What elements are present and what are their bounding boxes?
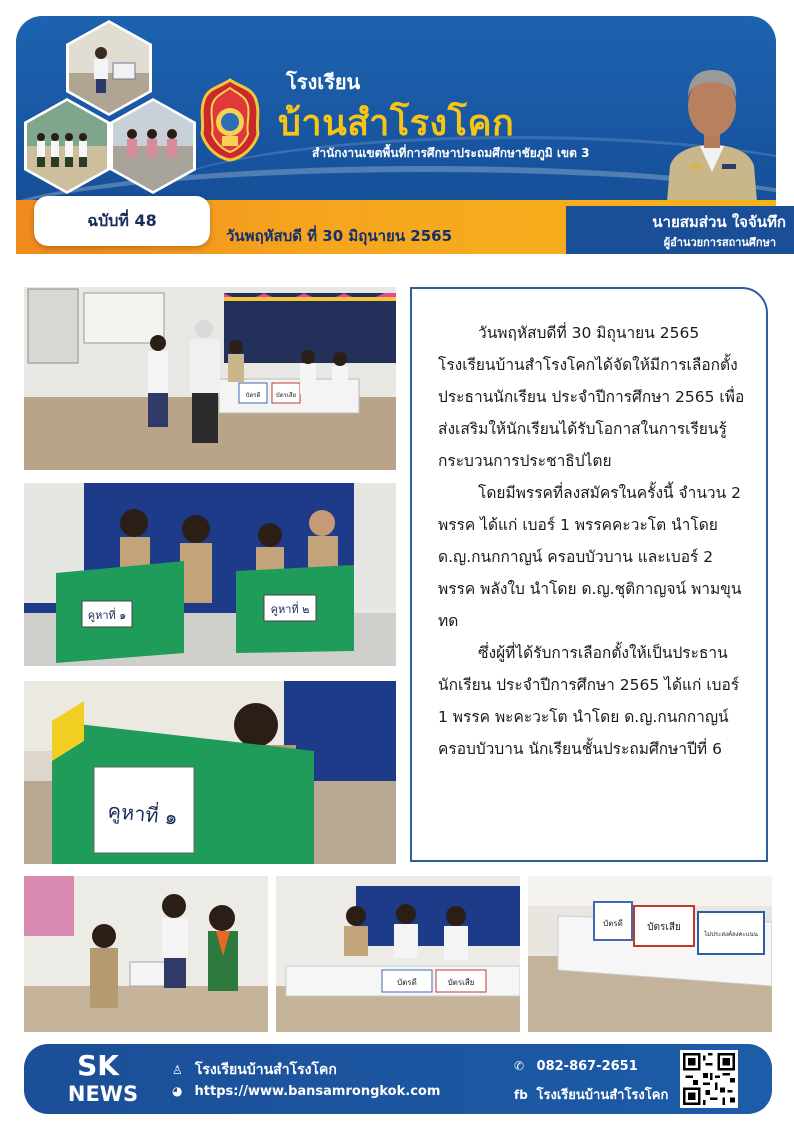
- article-paragraph: [438, 637, 750, 765]
- school-name: บ้านสำโรงโคก: [278, 103, 515, 144]
- p3-booth-label: คูหาที่ ๑: [106, 798, 179, 830]
- footer-facebook-page[interactable]: โรงเรียนบ้านสำโรงโคก: [536, 1088, 669, 1103]
- school-prefix: โรงเรียน: [286, 70, 361, 94]
- hex-photo-students-line: [24, 98, 110, 194]
- p1-box2-label: บัตรเสีย: [275, 392, 297, 399]
- photo-ballot-boxes-students: [276, 876, 520, 1032]
- article-paragraph: [438, 477, 750, 637]
- user-icon: ♙: [172, 1063, 183, 1077]
- school-emblem-icon: [198, 78, 262, 162]
- footer-phone[interactable]: [514, 1059, 638, 1074]
- photo-three-ballot-boxes: [528, 876, 772, 1032]
- education-office: สำนักงานเขตพื้นที่การศึกษาประถมศึกษาชัยภูมิ เขต 3: [312, 146, 590, 160]
- p6-box1-label: บัตรดี: [603, 919, 623, 928]
- photo-student-casting-ballot: [24, 876, 268, 1032]
- news-logo-text: NEWS: [67, 1082, 139, 1106]
- globe-icon: ◕: [172, 1084, 183, 1098]
- phone-icon: ✆: [514, 1059, 525, 1073]
- director-portrait: [660, 56, 764, 214]
- newsletter-footer: [24, 1044, 772, 1114]
- director-banner: [566, 206, 794, 254]
- footer-facebook[interactable]: [514, 1084, 668, 1105]
- issue-number: ฉบับที่ 48: [87, 211, 157, 230]
- photo-announcement-hall: [24, 287, 396, 470]
- p6-box2-label: บัตรเสีย: [647, 922, 681, 933]
- p2-booth2-label: คูหาที่ ๒: [270, 603, 310, 616]
- issue-date: วันพฤหัสบดี ที่ 30 มิถุนายน 2565: [226, 227, 453, 245]
- p5-box1-label: บัตรดี: [397, 978, 417, 987]
- photo-student-in-booth: [24, 681, 396, 864]
- director-title: ผู้อำนวยการสถานศึกษา: [663, 236, 776, 249]
- article-box: [410, 287, 768, 862]
- article-text-1: วันพฤหัสบดีที่ 30 มิถุนายน 2565 โรงเรียนบ้านสำโรงโคกได้จัดให้มีการเลือกตั้งประธานนักเรียน ประจำปีการศึกษา 2565 เพื่อส่งเสริมให้นักเรียนได้รับโอกาสในการเรียนรู้กระบวนการประชาธิปไตย: [438, 324, 745, 470]
- footer-phone-number[interactable]: 082-867-2651: [536, 1059, 638, 1074]
- footer-school: [172, 1059, 337, 1081]
- p2-booth1-label: คูหาที่ ๑: [87, 609, 127, 622]
- article-text-2: โดยมีพรรคที่ลงสมัครในครั้งนี้ จำนวน 2 พรรค ได้แก่ เบอร์ 1 พรรคคะวะโต นำโดย ด.ญ.กนกกาญน์ ครอบบัวบาน และเบอร์ 2 พรรค พลังใบ นำโดย ด.ญ.ชุติกาญจน์ พามขุนทด: [438, 484, 742, 630]
- sk-logo-text: SK: [77, 1049, 119, 1082]
- footer-website[interactable]: [172, 1084, 440, 1099]
- article-text-3: ซึ่งผู้ที่ได้รับการเลือกตั้งให้เป็นประธานนักเรียน ประจำปีการศึกษา 2565 ได้แก่ เบอร์ 1 พรรค พะคะวะโต นำโดย ด.ญ.กนกกาญน์ ครอบบัวบาน นักเรียนชั้นประถมศึกษาปีที่ 6: [438, 644, 740, 758]
- p5-box2-label: บัตรเสีย: [447, 978, 475, 987]
- p6-box3-label: ไม่ประสงค์ลงคะแนน: [704, 931, 758, 938]
- qr-code[interactable]: [680, 1050, 738, 1108]
- photo-candidates-booths: [24, 483, 396, 666]
- p1-box1-label: บัตรดี: [245, 392, 261, 399]
- article-paragraph: [438, 317, 750, 477]
- footer-website-url[interactable]: https://www.bansamrongkok.com: [194, 1084, 441, 1099]
- facebook-prefix: fb: [514, 1088, 528, 1102]
- footer-school-name: โรงเรียนบ้านสำโรงโคก: [194, 1062, 337, 1078]
- director-name: นายสมส่วน ใจจันทึก: [652, 213, 786, 231]
- hex-photo-student-voting: [66, 20, 152, 116]
- issue-badge: [34, 196, 210, 246]
